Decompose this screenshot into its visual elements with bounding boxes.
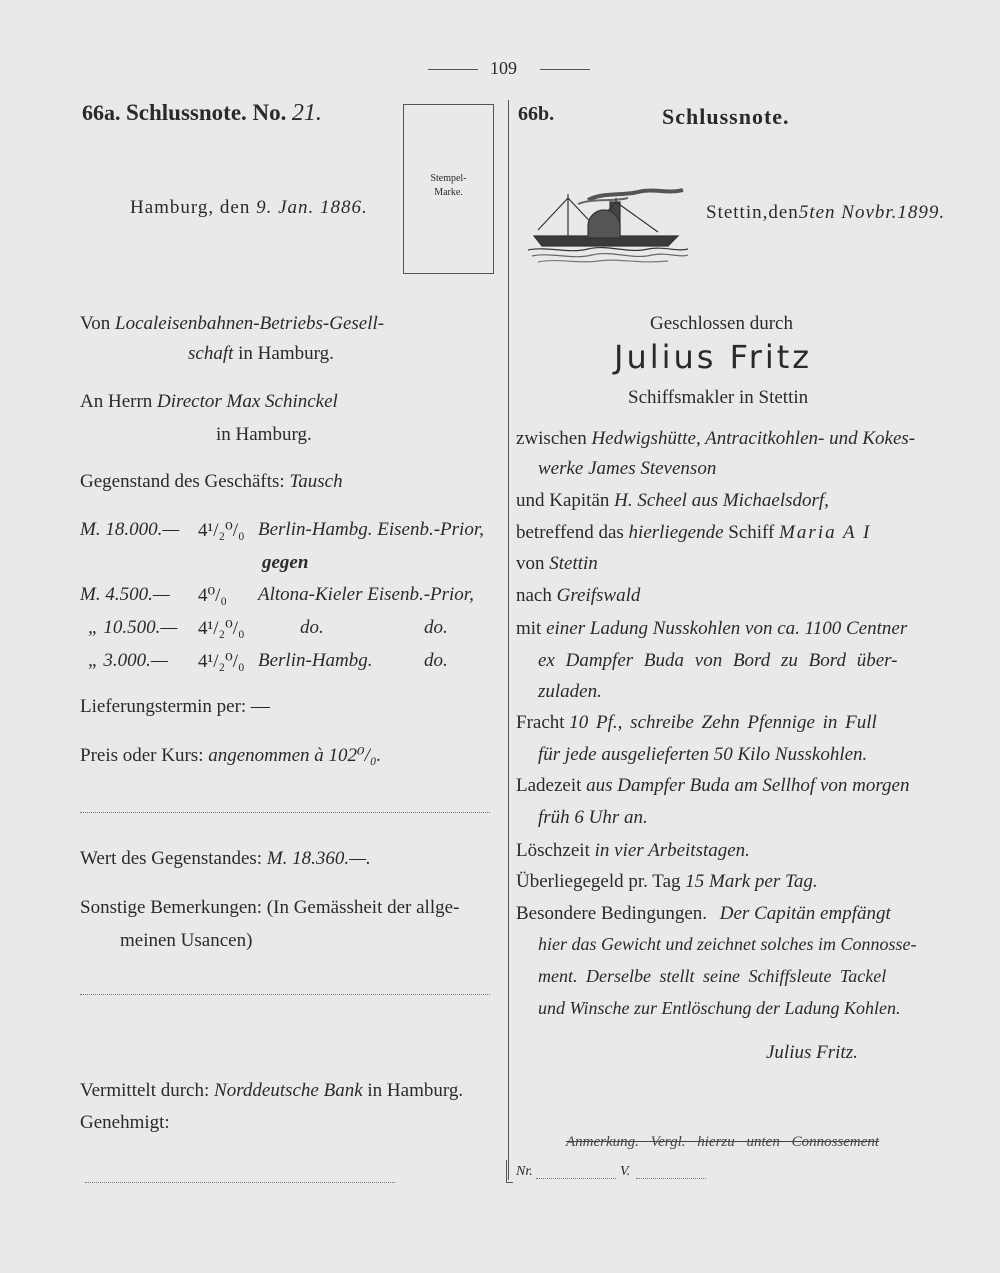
page-number-rule-left [428,69,478,70]
stamp-box-label-2: Marke. [434,187,463,198]
left-date [130,197,368,219]
right-date-value: 5ten Novbr.1899. [798,202,946,223]
besondere-line-2: hier das Gewicht und zeichnet solches im Connosse- [538,934,917,954]
stamp-box-label-1: Stempel- [430,173,467,184]
nr-label: Nr. [516,1164,533,1179]
footer-bracket [506,1160,513,1183]
anmerkung-note: Anmerkung. Vergl. hierzu unten Connossement [566,1134,880,1150]
betreffend-line [516,522,871,544]
von-label-right: von [516,553,545,574]
row1-desc: Berlin-Hambg. Eisenb.-Prior, [258,519,484,540]
row3-desc: do. [300,617,324,638]
an-city: in Hamburg. [216,424,312,445]
geschlossen-label: Geschlossen durch [650,313,793,334]
vermittelt-label: Vermittelt durch: [80,1080,210,1101]
loeschzeit-line [516,840,750,862]
gegenstand-line [80,471,343,493]
von-label: Von [80,313,111,334]
stamp-box [403,104,494,274]
und-line [516,490,829,512]
wert-line [80,848,371,870]
preis-value: angenommen à 102⁰/₀. [208,745,382,766]
besondere-line-4: und Winsche zur Entlöschung der Ladung Kohlen. [538,998,901,1018]
row1-rate: 4¹/₂⁰/₀ [198,520,245,541]
row2-rate: 4⁰/₀ [198,585,228,606]
column-divider [508,100,509,1180]
von-value-2: schaft [188,343,234,364]
an-label: An Herrn [80,391,153,412]
wert-value: M. 18.360.—. [266,848,371,869]
page-number: 109 [490,58,517,78]
preis-label: Preis oder Kurs: [80,745,204,766]
row4-desc-2: do. [424,650,448,671]
row2-desc: Altona-Kieler Eisenb.-Prior, [258,584,474,605]
preis-line [80,744,381,767]
ladezeit-line-2: früh 6 Uhr an. [538,807,648,828]
row4-amount: „ 3.000.— [88,650,168,671]
ladezeit-line-1 [516,775,909,797]
an-value: Director Max Schinckel [157,391,338,412]
fracht-value-1: 10 Pf., schreibe Zehn Pfennige in Full [569,712,877,733]
right-date-place: Stettin,den [706,202,799,223]
zwischen-line-2: werke James Stevenson [538,458,717,479]
left-heading [82,100,322,127]
row4-desc: Berlin-Hambg. [258,650,373,671]
mit-label: mit [516,618,542,639]
loeschzeit-label: Löschzeit [516,840,590,861]
left-heading-no: 21. [291,100,322,126]
besondere-line-3: ment. Derselbe stellt seine Schiffsleute Tackel [538,966,887,986]
nach-label: nach [516,585,552,606]
mit-line-3: zuladen. [538,681,602,702]
zwischen-label: zwischen [516,428,587,449]
von-value-1: Localeisenbahnen-Betriebs-Gesell- [115,313,385,334]
vermittelt-value: Norddeutsche Bank [214,1080,363,1101]
besondere-label: Besondere Bedingungen. [516,903,708,924]
left-date-value: 9. Jan. 1886. [256,197,368,218]
left-heading-title: Schlussnote. No. [126,100,287,125]
dotted-rule-2 [80,994,490,995]
loeschzeit-value: in vier Arbeitstagen. [594,840,750,861]
row3-amount: „ 10.500.— [88,617,178,638]
broker-title: Schiffsmakler in Stettin [628,387,809,408]
von-line-1 [80,313,384,335]
von-value-right: Stettin [549,553,598,574]
row1-amount: M. 18.000.— [80,519,180,540]
lieferung-line: Lieferungstermin per: — [80,696,270,717]
right-date [706,202,945,224]
right-heading-number: 66b. [518,103,555,125]
sonstige-line-1: Sonstige Bemerkungen: (In Gemässheit der allge- [80,897,460,918]
fracht-label: Fracht [516,712,565,733]
von-line-2 [188,343,334,365]
betreffend-value-1: hierliegende [628,522,724,543]
von-value-city: in Hamburg. [238,343,334,364]
steamship-illustration [528,186,688,264]
sonstige-line-2: meinen Usancen) [120,930,253,951]
mit-value-1: einer Ladung Nusskohlen von ca. 1100 Centner [546,618,908,639]
genehmigt-label: Genehmigt: [80,1112,170,1133]
ladezeit-value-1: aus Dampfer Buda am Sellhof von morgen [586,775,910,796]
v-dots [636,1178,706,1179]
left-heading-number: 66a. [82,100,121,125]
ueberliege-value: 15 Mark per Tag. [685,871,818,892]
wert-label: Wert des Gegenstandes: [80,848,263,869]
dotted-rule-3 [85,1182,395,1183]
gegenstand-label: Gegenstand des Geschäfts: [80,471,285,492]
row4-rate: 4¹/₂⁰/₀ [198,651,245,672]
mit-line-2: ex Dampfer Buda von Bord zu Bord über- [538,650,898,671]
ueberliege-label: Überliegegeld pr. Tag [516,871,681,892]
nach-line [516,585,640,607]
besondere-value-1: Der Capitän empfängt [719,903,891,924]
und-value: H. Scheel aus Michaelsdorf, [614,490,829,511]
betreffend-value-2: Maria A I [779,522,872,543]
left-date-place: Hamburg, den [130,197,251,218]
page-number-rule-right [540,69,590,70]
signature: Julius Fritz. [766,1042,858,1063]
row3-desc-2: do. [424,617,448,638]
gegenstand-value: Tausch [289,471,343,492]
betreffend-label: betreffend das [516,522,624,543]
zwischen-value-1: Hedwigshütte, Antracitkohlen- und Kokes- [591,428,916,449]
nr-dots [536,1178,616,1179]
ueberliege-line [516,871,818,893]
von-line-right [516,553,598,575]
an-line [80,391,338,413]
und-label: und Kapitän [516,490,610,511]
gegen-label: gegen [262,552,309,573]
row2-amount: M. 4.500.— [80,584,170,605]
besondere-line-1 [516,903,891,925]
fracht-line-1 [516,712,877,734]
row3-rate: 4¹/₂⁰/₀ [198,618,245,639]
mit-line-1 [516,618,907,640]
ladezeit-label: Ladezeit [516,775,582,796]
betreffend-mid: Schiff [728,522,775,543]
dotted-rule-1 [80,812,490,813]
right-heading-title: Schlussnote. [662,104,790,129]
vermittelt-line [80,1080,463,1102]
v-label: V. [620,1164,631,1179]
broker-name: Julius Fritz [614,338,813,376]
vermittelt-city: in Hamburg. [367,1080,464,1101]
zwischen-line-1 [516,428,915,450]
fracht-line-2: für jede ausgelieferten 50 Kilo Nusskohlen. [538,744,868,765]
nach-value: Greifswald [556,585,641,606]
